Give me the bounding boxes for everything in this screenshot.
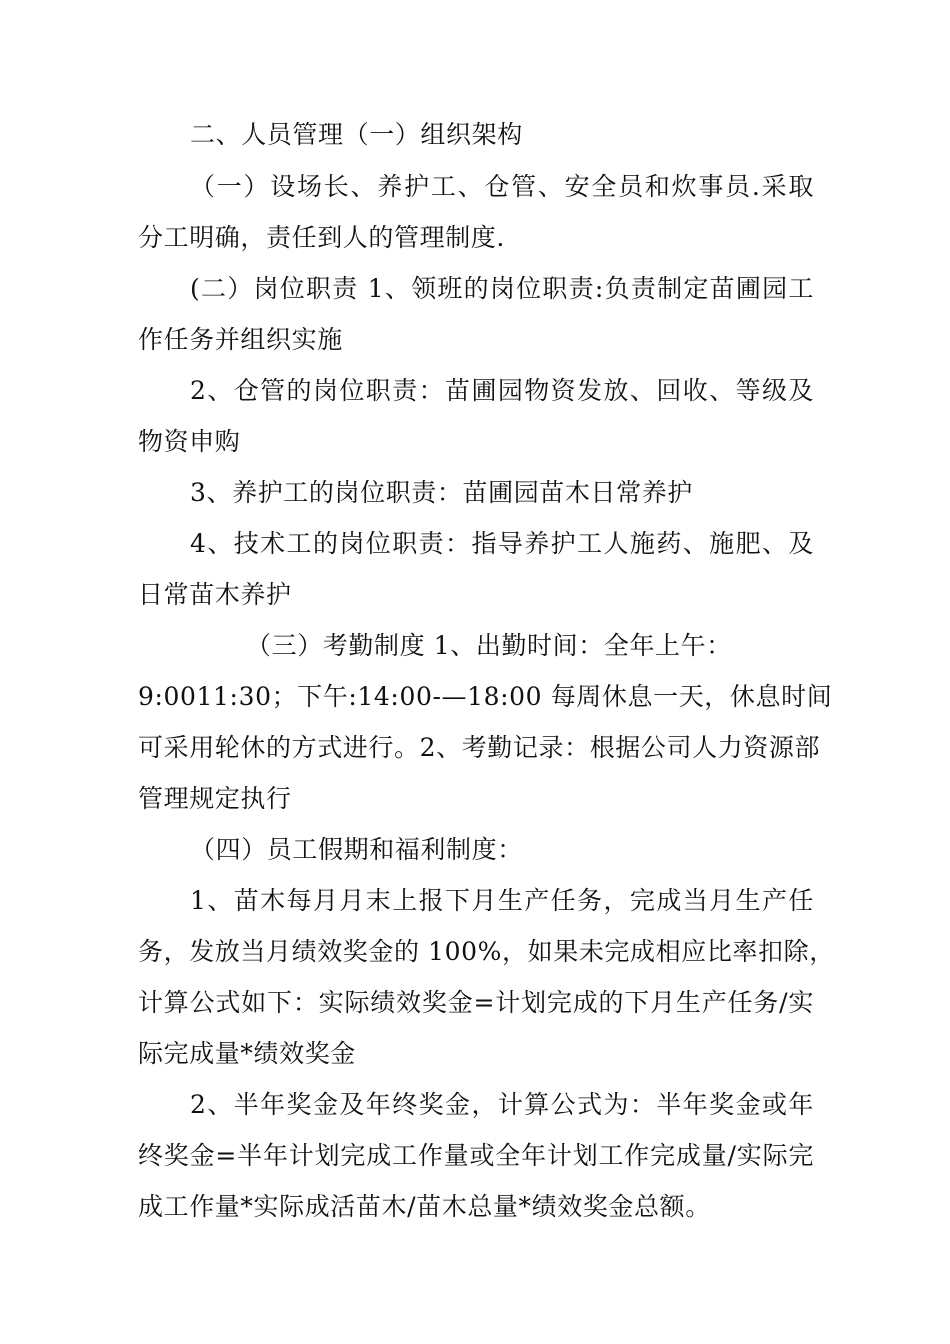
paragraph-line: 2、仓管的岗位职责：苗圃园物资发放、回收、等级及 [190,376,814,405]
paragraph-line: 计算公式如下：实际绩效奖金=计划完成的下月生产任务/实 [138,988,814,1017]
section-heading: 二、人员管理（一）组织架构 [190,120,523,149]
paragraph-line: 1、苗木每月月末上报下月生产任务，完成当月生产任 [190,886,814,915]
paragraph-line: (二）岗位职责 1、领班的岗位职责:负责制定苗圃园工 [190,274,814,303]
paragraph-line: 日常苗木养护 [138,580,292,609]
paragraph-line: 成工作量*实际成活苗木/苗木总量*绩效奖金总额。 [138,1192,711,1221]
paragraph-line: 9:0011:30；下午:14:00-—18:00 每周休息一天，休息时间 [138,682,833,711]
paragraph-line: 作任务并组织实施 [138,325,343,354]
paragraph-line: 4、技术工的岗位职责：指导养护工人施药、施肥、及 [190,529,814,558]
paragraph-line: 3、养护工的岗位职责：苗圃园苗木日常养护 [190,478,693,507]
paragraph-line: （四）员工假期和福利制度： [190,835,523,864]
paragraph-line: 管理规定执行 [138,784,292,813]
paragraph-line: （三）考勤制度 1、出勤时间：全年上午： [246,631,732,660]
paragraph-line: （一）设场长、养护工、仓管、安全员和炊事员.采取 [190,172,814,201]
paragraph-line: 2、半年奖金及年终奖金，计算公式为：半年奖金或年 [190,1090,814,1119]
paragraph-line: 际完成量*绩效奖金 [138,1039,356,1068]
paragraph-line: 可采用轮休的方式进行。2、考勤记录：根据公司人力资源部 [138,733,821,762]
paragraph-line: 终奖金=半年计划完成工作量或全年计划工作完成量/实际完 [138,1141,814,1170]
paragraph-line: 物资申购 [138,427,241,456]
paragraph-line: 务，发放当月绩效奖金的 100%，如果未完成相应比率扣除， [138,937,835,966]
paragraph-line: 分工明确，责任到人的管理制度. [138,223,505,252]
